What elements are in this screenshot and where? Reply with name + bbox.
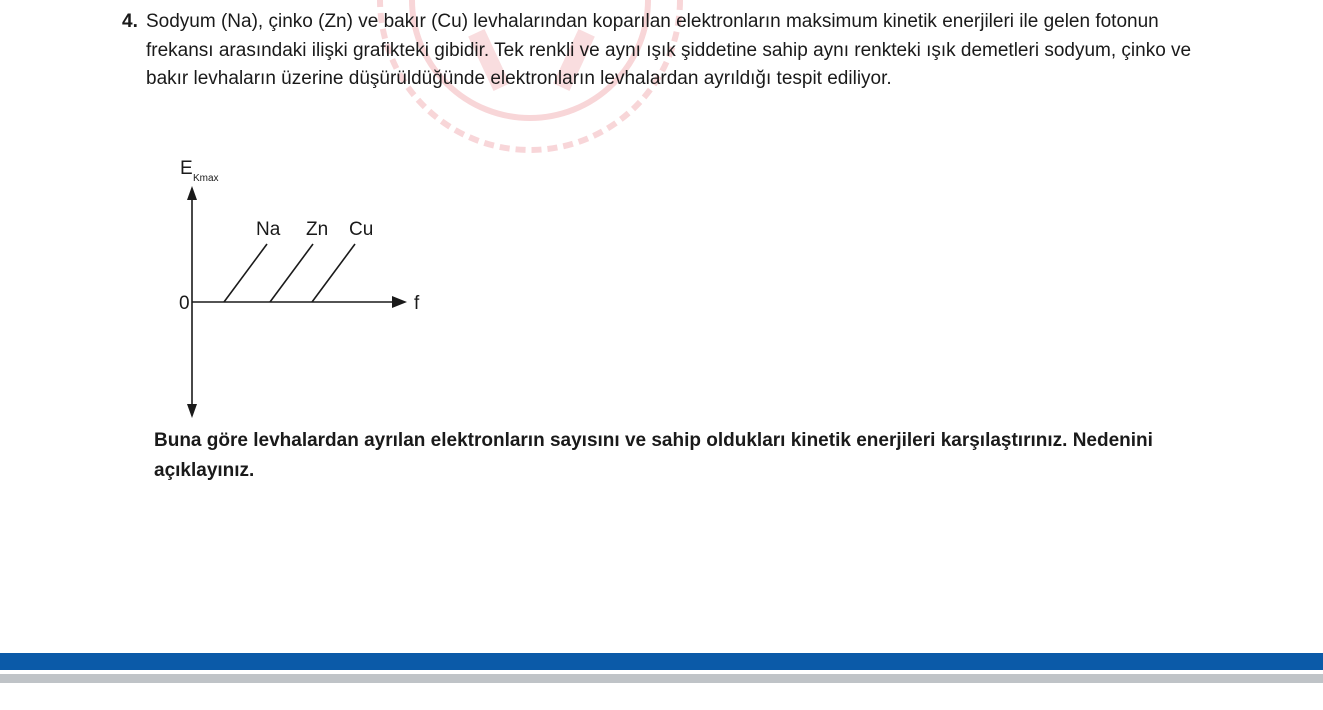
na-line: [224, 244, 267, 302]
y-axis-up-arrow: [187, 186, 197, 200]
footer-gray-bar: [0, 674, 1323, 683]
y-axis-down-arrow: [187, 404, 197, 418]
question-block: [122, 8, 1212, 94]
zn-line: [270, 244, 313, 302]
na-label: Na: [256, 219, 281, 240]
y-axis-subscript: Kmax: [193, 173, 219, 184]
question-number: 4.: [122, 11, 138, 32]
zn-label: Zn: [306, 219, 329, 240]
origin-label: 0: [179, 293, 190, 314]
cu-label: Cu: [349, 219, 374, 240]
energy-frequency-graph: [160, 150, 460, 430]
x-axis-label: f: [414, 293, 420, 314]
question-text: Sodyum (Na), çinko (Zn) ve bakır (Cu) levhalarından koparılan elektronların maksimum kinetik enerjileri ile gelen fotonun frekansı arasındaki ilişki grafikteki gibidir. Tek renkli ve aynı ışık şiddetine sahip aynı renkteki ışık demetleri sodyum, çinko ve bakır levhaların üzerine düşürüldüğünde elektronların levhalardan ayrıldığı tespit ediliyor.: [146, 11, 1192, 89]
x-axis-arrow: [392, 296, 407, 308]
cu-line: [312, 244, 355, 302]
footer-blue-bar: [0, 653, 1323, 670]
y-axis-label: E: [180, 158, 193, 179]
question-prompt: Buna göre levhalardan ayrılan elektronların sayısını ve sahip oldukları kinetik enerjileri karşılaştırınız. Nedenini açıklayınız.: [154, 430, 1153, 481]
